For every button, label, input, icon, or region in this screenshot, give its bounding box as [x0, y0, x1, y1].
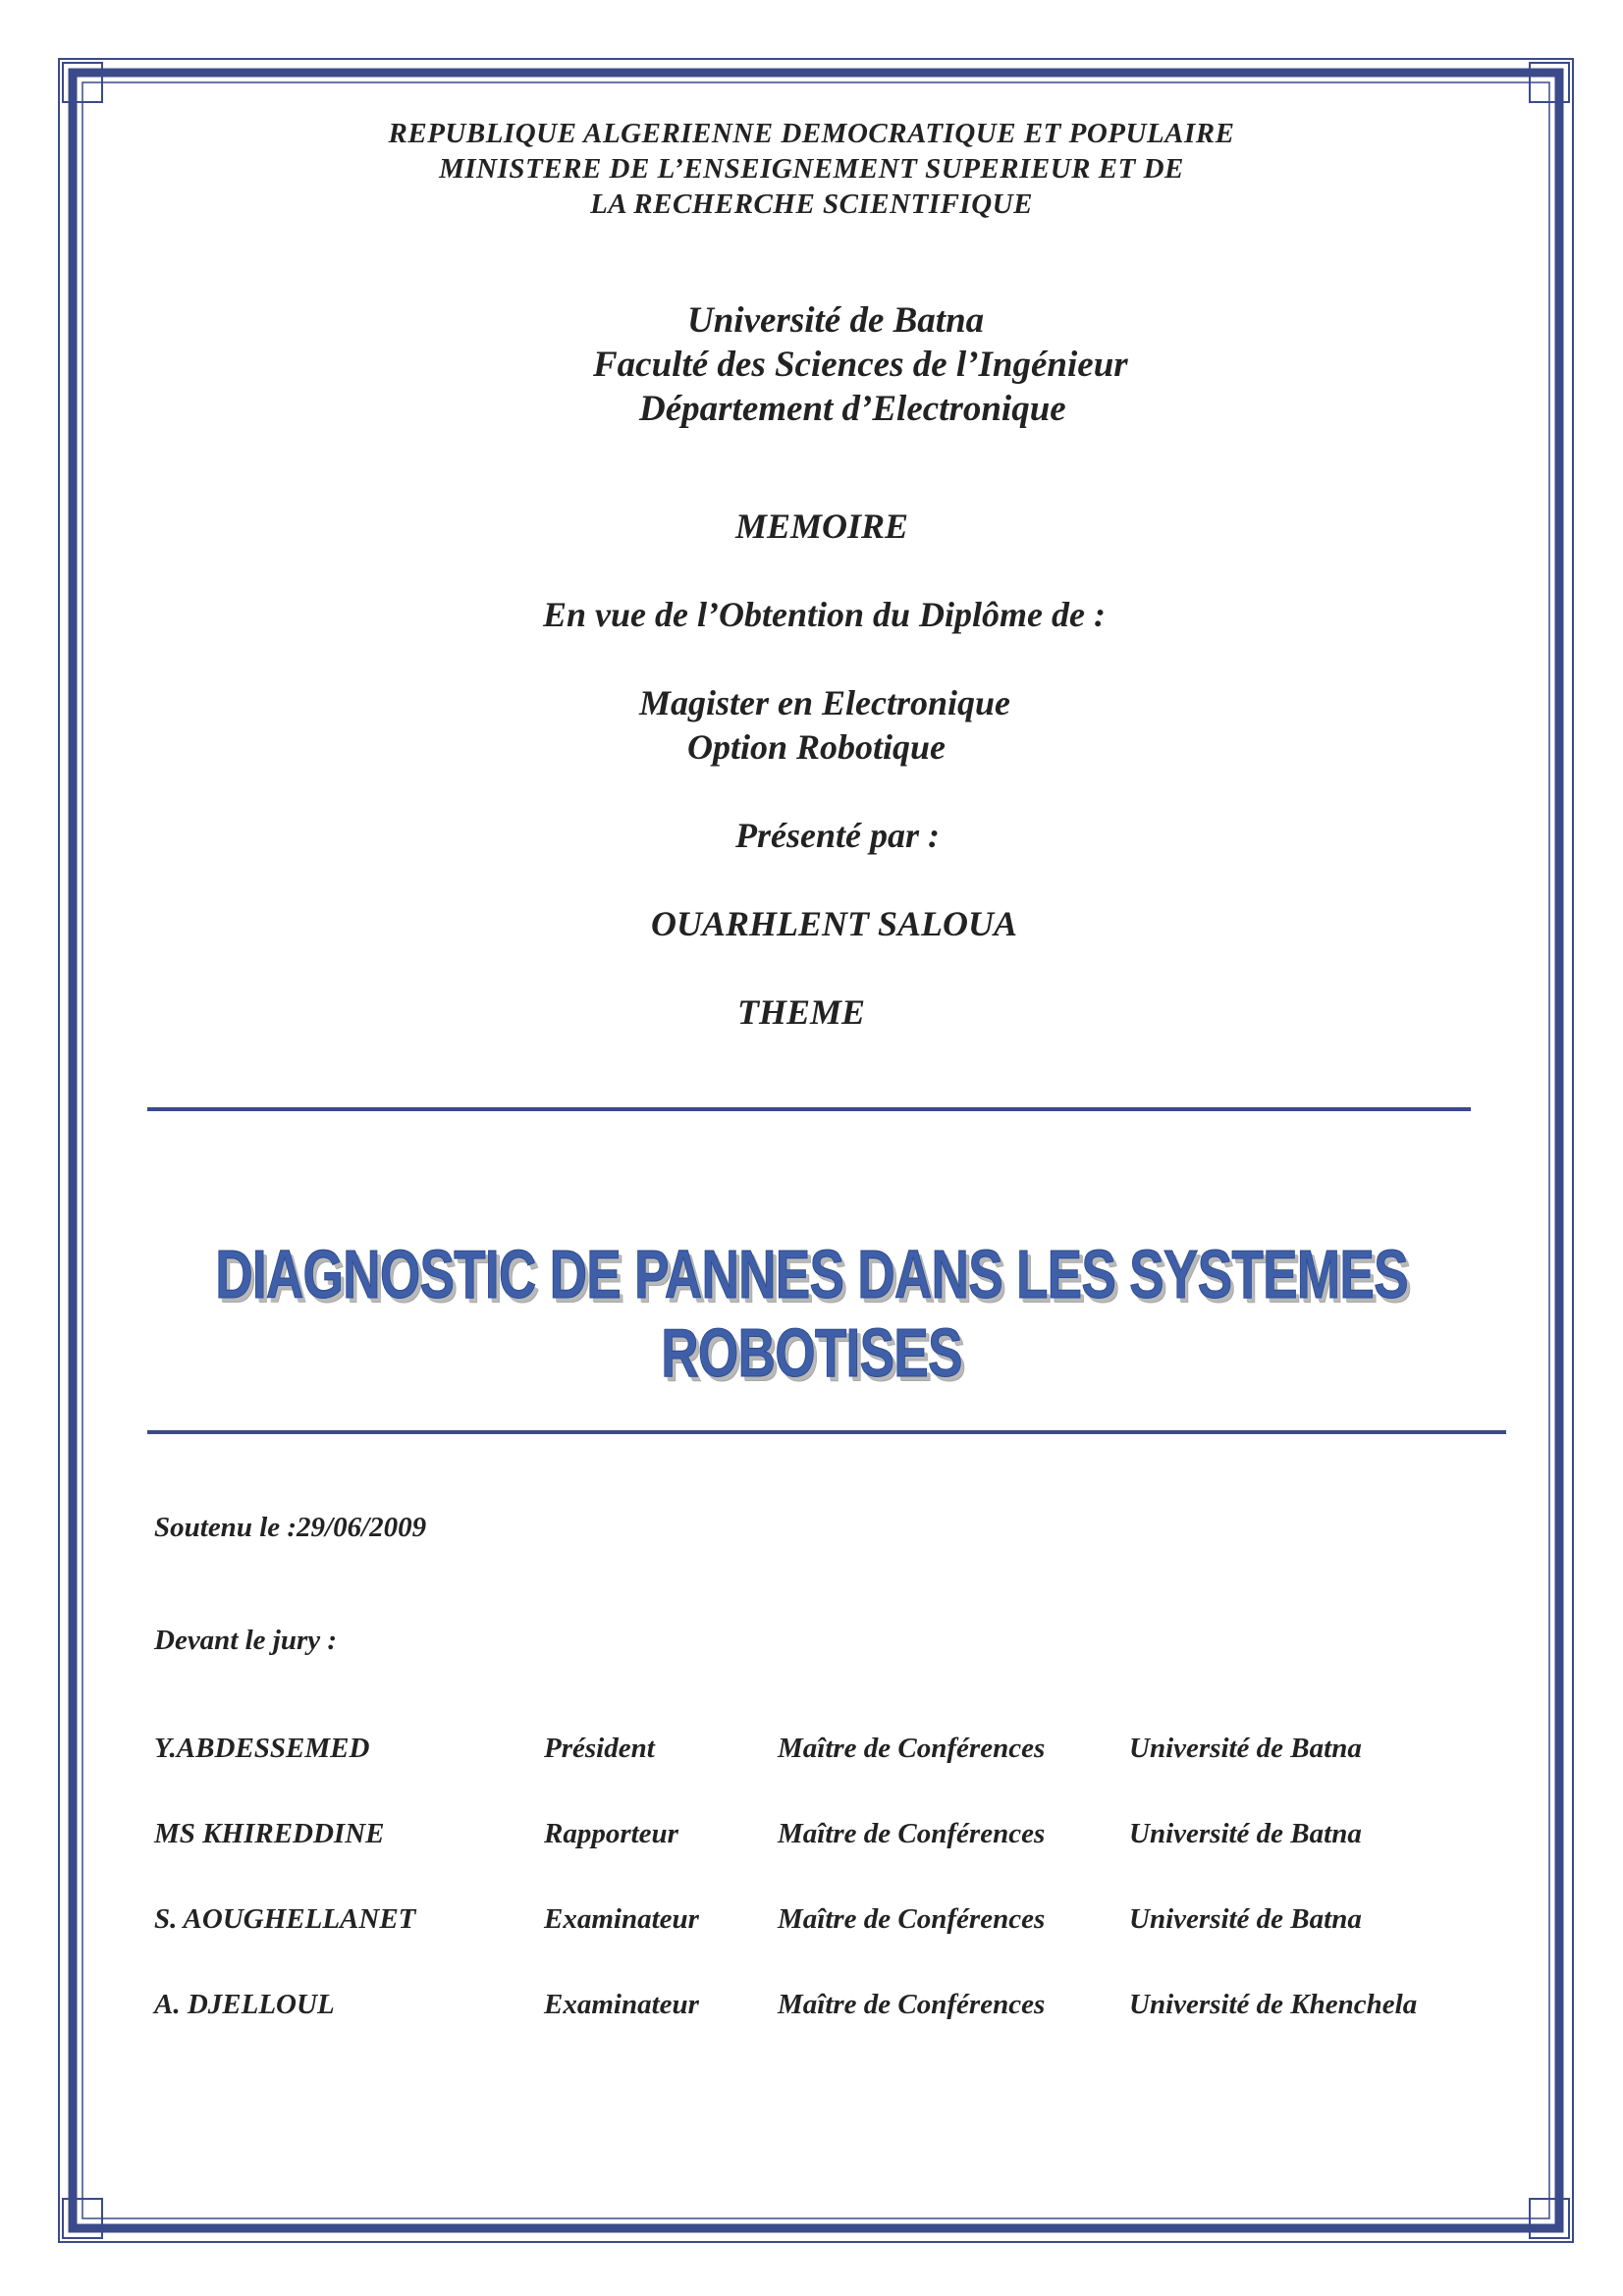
presented-by-label: Présenté par :: [735, 816, 940, 855]
jury-member-institution: Université de Khenchela: [1129, 1989, 1418, 2020]
jury-member-role: Examinateur: [544, 1903, 699, 1935]
jury-member-institution: Université de Batna: [1129, 1818, 1362, 1849]
jury-member-grade: Maître de Conférences: [778, 1818, 1046, 1849]
jury-member-name: A. DJELLOUL: [154, 1989, 335, 2020]
theme-label: THEME: [737, 992, 866, 1032]
thesis-title: DIAGNOSTIC DE PANNES DANS LES SYSTEMES ROBOTISES: [215, 1236, 1408, 1391]
jury-member-name: MS KHIREDDINE: [154, 1818, 385, 1849]
header-research: LA RECHERCHE SCIENTIFIQUE: [590, 188, 1033, 220]
degree-name: Magister en Electronique: [639, 683, 1011, 722]
defense-date: Soutenu le :29/06/2009: [154, 1512, 427, 1543]
header-ministry: MINISTERE DE L’ENSEIGNEMENT SUPERIEUR ET DE: [439, 153, 1184, 185]
jury-member-name: Y.ABDESSEMED: [154, 1733, 370, 1764]
memoire-label: MEMOIRE: [735, 507, 909, 546]
title-bottom-rule: [147, 1430, 1506, 1434]
department-name: Département d’Electronique: [639, 389, 1066, 429]
degree-option: Option Robotique: [687, 727, 947, 767]
jury-member-grade: Maître de Conférences: [778, 1903, 1046, 1935]
jury-member-name: S. AOUGHELLANET: [154, 1903, 416, 1935]
faculty-name: Faculté des Sciences de l’Ingénieur: [593, 345, 1128, 385]
jury-member-institution: Université de Batna: [1129, 1733, 1362, 1764]
jury-label: Devant le jury :: [154, 1625, 338, 1656]
diploma-purpose: En vue de l’Obtention du Diplôme de :: [543, 595, 1106, 634]
jury-member-institution: Université de Batna: [1129, 1903, 1362, 1935]
jury-member-grade: Maître de Conférences: [778, 1989, 1046, 2020]
author-name: OUARHLENT SALOUA: [651, 904, 1018, 943]
title-top-rule: [147, 1107, 1471, 1111]
jury-member-role: Examinateur: [544, 1989, 699, 2020]
header-republic: REPUBLIQUE ALGERIENNE DEMOCRATIQUE ET POPULAIRE: [388, 118, 1235, 149]
jury-member-role: Président: [544, 1733, 655, 1764]
jury-member-role: Rapporteur: [544, 1818, 678, 1849]
university-name: Université de Batna: [687, 300, 985, 341]
jury-member-grade: Maître de Conférences: [778, 1733, 1046, 1764]
